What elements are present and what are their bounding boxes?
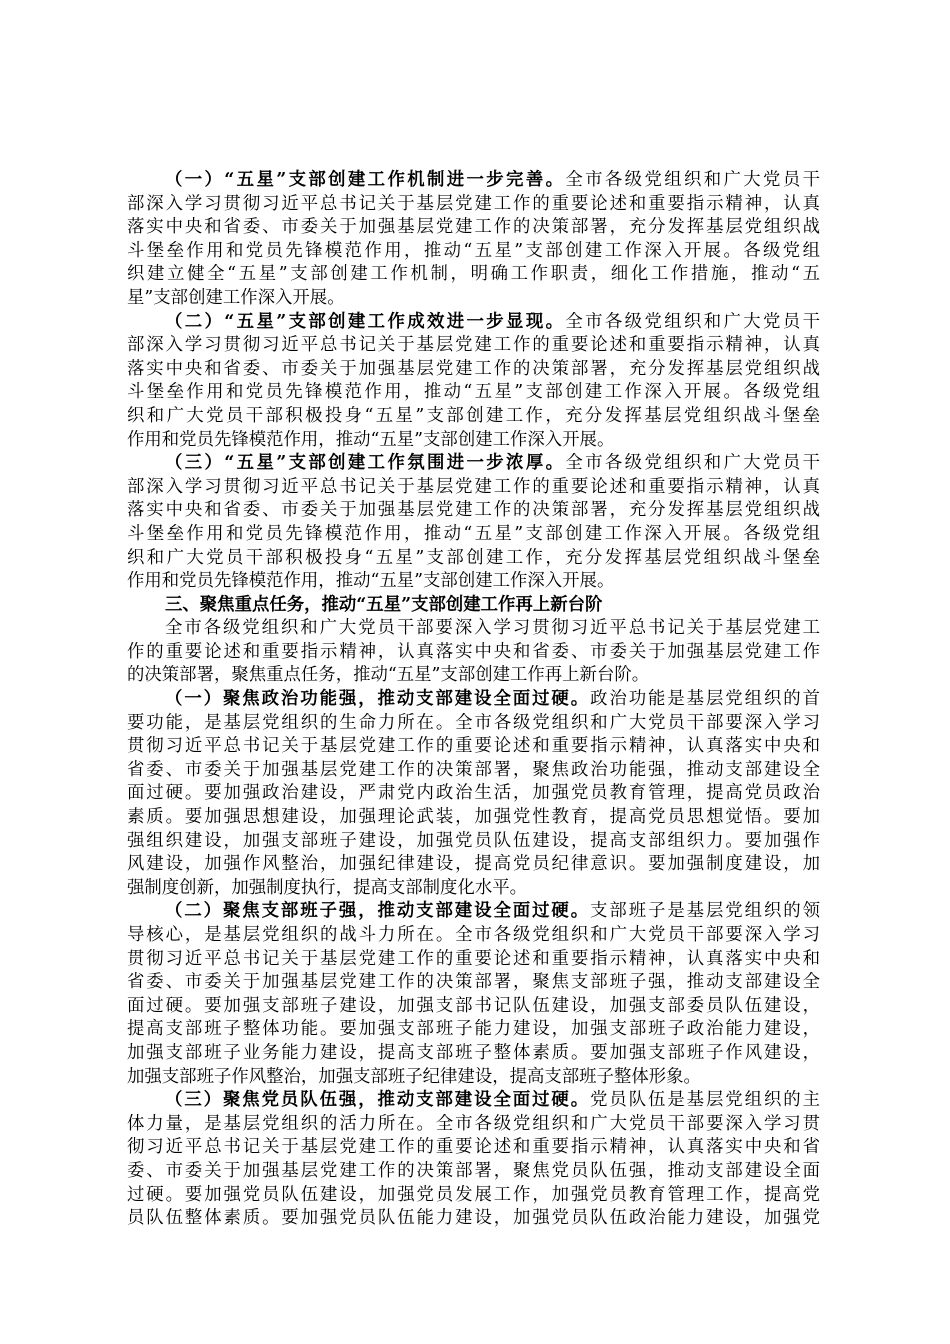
paragraph-text: 支部班子是基层党组织的领 xyxy=(590,901,820,922)
paragraph-line xyxy=(127,452,820,476)
paragraph-lead: （一）“五星”支部创建工作机制进一步完善。 xyxy=(165,170,566,190)
paragraph-line: 贯彻习近平总书记关于基层党建工作的重要论述和重要指示精神，认真落实中央和 xyxy=(127,736,820,757)
paragraph-text: 政治功能是基层党组织的首 xyxy=(590,689,820,710)
paragraph-line: 强组织建设，加强支部班子建设，加强党员队伍建设，提高支部组织力。要加强作 xyxy=(127,830,820,851)
section-heading: 三、聚焦重点任务，推动“五星”支部创建工作再上新台阶 xyxy=(165,594,603,615)
paragraph-line: 体力量，是基层党组织的活力所在。全市各级党组织和广大党员干部要深入学习贯 xyxy=(127,1113,820,1134)
paragraph-line xyxy=(127,900,820,924)
paragraph-line: 落实中央和省委、市委关于加强基层党建工作的决策部署，充分发挥基层党组织战 xyxy=(127,358,820,379)
paragraph-line: 斗堡垒作用和党员先锋模范作用，推动“五星”支部创建工作深入开展。各级党组 xyxy=(127,382,820,403)
paragraph-line: 要功能，是基层党组织的生命力所在。全市各级党组织和广大党员干部要深入学习 xyxy=(127,712,820,733)
paragraph-line: 委、市委关于加强基层党建工作的决策部署，聚焦党员队伍强，推动支部建设全面 xyxy=(127,1160,820,1181)
paragraph-line: 部深入学习贯彻习近平总书记关于基层党建工作的重要论述和重要指示精神，认真 xyxy=(127,193,820,214)
paragraph-text: 全市各级党组织和广大党员干 xyxy=(565,311,820,332)
paragraph-line xyxy=(127,1089,820,1113)
paragraph-lead: （二）“五星”支部创建工作成效进一步显现。 xyxy=(165,311,566,332)
paragraph-lead: （三）聚焦党员队伍强，推动支部建设全面过硬。 xyxy=(165,1090,591,1111)
document-body xyxy=(127,169,820,1231)
paragraph-line: 全市各级党组织和广大党员干部要深入学习贯彻习近平总书记关于基层党建工 xyxy=(165,618,820,639)
paragraph-line: 斗堡垒作用和党员先锋模范作用，推动“五星”支部创建工作深入开展。各级党组 xyxy=(127,523,820,544)
paragraph-line: 导核心，是基层党组织的战斗力所在。全市各级党组织和广大党员干部要深入学习 xyxy=(127,925,820,945)
paragraph-line: 省委、市委关于加强基层党建工作的决策部署，聚焦支部班子强，推动支部建设全 xyxy=(127,972,820,993)
paragraph-line: 作的重要论述和重要指示精神，认真落实中央和省委、市委关于加强基层党建工作 xyxy=(127,641,820,662)
paragraph-line: 落实中央和省委、市委关于加强基层党建工作的决策部署，充分发挥基层党组织战 xyxy=(127,217,820,238)
paragraph-line: 风建设，加强作风整治，加强纪律建设，提高党员纪律意识。要加强制度建设，加 xyxy=(127,854,820,875)
paragraph-line: 部深入学习贯彻习近平总书记关于基层党建工作的重要论述和重要指示精神，认真 xyxy=(127,476,820,497)
paragraph-line: 织和广大党员干部积极投身“五星”支部创建工作，充分发挥基层党组织战斗堡垒 xyxy=(127,405,820,426)
paragraph-line: 素质。要加强思想建设，加强理论武装，加强党性教育，提高党员思想觉悟。要加 xyxy=(127,807,820,828)
paragraph-line: 过硬。要加强党员队伍建设，加强党员发展工作，加强党员教育管理工作，提高党 xyxy=(127,1184,820,1205)
paragraph-line: 贯彻习近平总书记关于基层党建工作的重要论述和重要指示精神，认真落实中央和 xyxy=(127,948,820,969)
paragraph-lead: （三）“五星”支部创建工作氛围进一步浓厚。 xyxy=(165,453,566,474)
paragraph-line: 作用和党员先锋模范作用，推动“五星”支部创建工作深入开展。 xyxy=(127,571,615,592)
paragraph-line: 彻习近平总书记关于基层党建工作的重要论述和重要指示精神，认真落实中央和省 xyxy=(127,1137,820,1158)
paragraph-line: 的决策部署，聚焦重点任务，推动“五星”支部创建工作再上新台阶。 xyxy=(127,665,650,686)
paragraph-lead: （一）聚焦政治功能强，推动支部建设全面过硬。 xyxy=(165,689,591,710)
paragraph-line: 面过硬。要加强政治建设，严肃党内政治生活，加强党员教育管理，提高党员政治 xyxy=(127,783,820,804)
paragraph-line: 作用和党员先锋模范作用，推动“五星”支部创建工作深入开展。 xyxy=(127,429,615,450)
paragraph-line xyxy=(127,169,820,193)
paragraph-line xyxy=(127,311,820,335)
paragraph-line: 省委、市委关于加强基层党建工作的决策部署，聚焦政治功能强，推动支部建设全 xyxy=(127,759,820,780)
paragraph-line: 织建立健全“五星”支部创建工作机制，明确工作职责，细化工作措施，推动“五 xyxy=(127,264,820,285)
paragraph-line: 加强支部班子作风整治，加强支部班子纪律建设，提高支部班子整体形象。 xyxy=(127,1066,701,1087)
paragraph-line: 部深入学习贯彻习近平总书记关于基层党建工作的重要论述和重要指示精神，认真 xyxy=(127,335,820,356)
paragraph-line: 织和广大党员干部积极投身“五星”支部创建工作，充分发挥基层党组织战斗堡垒 xyxy=(127,547,820,568)
paragraph-line: 斗堡垒作用和党员先锋模范作用，推动“五星”支部创建工作深入开展。各级党组 xyxy=(127,240,820,261)
paragraph-text: 党员队伍是基层党组织的主 xyxy=(590,1090,820,1111)
paragraph-line: 员队伍整体素质。要加强党员队伍能力建设，加强党员队伍政治能力建设，加强党 xyxy=(127,1208,820,1229)
paragraph-line: 星”支部创建工作深入开展。 xyxy=(127,287,345,308)
paragraph-line xyxy=(127,688,820,712)
paragraph-text: 全市各级党组织和广大党员干 xyxy=(565,453,820,474)
paragraph-line: 落实中央和省委、市委关于加强基层党建工作的决策部署，充分发挥基层党组织战 xyxy=(127,500,820,521)
paragraph-line: 加强支部班子业务能力建设，提高支部班子整体素质。要加强支部班子作风建设， xyxy=(127,1042,820,1063)
paragraph-line: 强制度创新，加强制度执行，提高支部制度化水平。 xyxy=(127,877,527,898)
paragraph-text: 全市各级党组织和广大党员干 xyxy=(565,170,820,190)
paragraph-lead: （二）聚焦支部班子强，推动支部建设全面过硬。 xyxy=(165,901,591,922)
paragraph-line: 提高支部班子整体功能。要加强支部班子能力建设，加强支部班子政治能力建设， xyxy=(127,1019,820,1040)
paragraph-line: 面过硬。要加强支部班子建设，加强支部书记队伍建设，加强支部委员队伍建设， xyxy=(127,995,820,1016)
